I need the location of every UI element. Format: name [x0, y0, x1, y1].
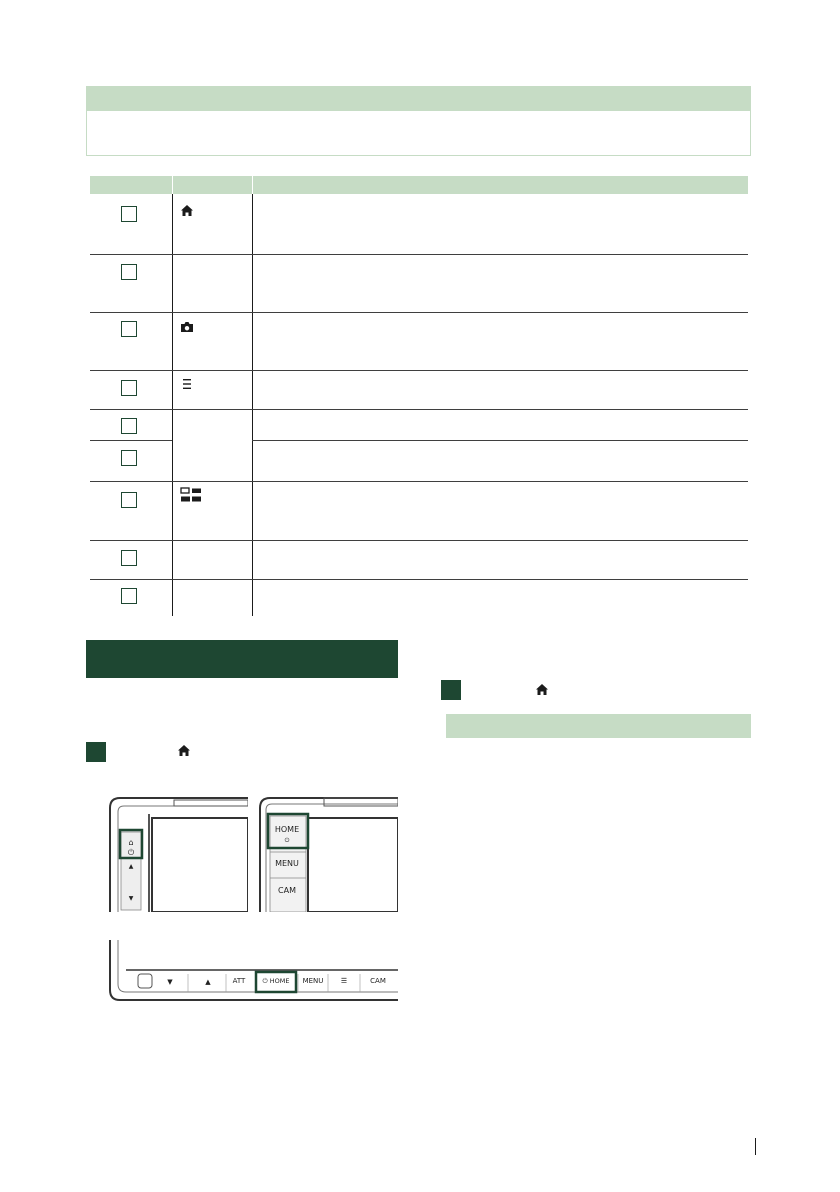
device-illustration-b — [258, 794, 398, 912]
row-number-box — [121, 380, 137, 396]
row-number-box — [121, 588, 137, 604]
column-divider — [172, 194, 173, 616]
row-number-box — [121, 492, 137, 508]
home-icon — [180, 204, 194, 218]
device-c-menu-label: MENU — [302, 977, 324, 985]
device-b-cam-label: CAM — [278, 886, 296, 895]
device-illustration-a — [108, 794, 248, 912]
device-b-home-label: HOME — [274, 825, 300, 834]
step-number-marker — [441, 680, 461, 700]
device-power-label: ⏻ — [127, 848, 135, 857]
section-heading-bar — [86, 640, 398, 678]
row-divider — [90, 409, 748, 410]
row-divider — [90, 481, 748, 482]
step-number-marker — [86, 742, 106, 762]
svg-text:☰: ☰ — [340, 977, 348, 985]
home-icon — [177, 744, 191, 758]
device-b-menu-label: MENU — [275, 859, 299, 868]
note-body — [86, 111, 751, 156]
row-number-box — [121, 418, 137, 434]
row-number-box — [121, 550, 137, 566]
svg-text:▲: ▲ — [205, 978, 211, 986]
device-c-cam-label: CAM — [370, 977, 386, 985]
svg-text:▼: ▼ — [128, 895, 134, 902]
row-divider — [252, 440, 748, 441]
row-divider — [90, 540, 748, 541]
device-illustration-c — [108, 940, 398, 1004]
note-header — [86, 86, 751, 111]
svg-text:▼: ▼ — [167, 978, 173, 986]
row-number-box — [121, 264, 137, 280]
row-number-box — [121, 321, 137, 337]
table-header — [90, 176, 748, 194]
row-number-box — [121, 450, 137, 466]
row-number-box — [121, 206, 137, 222]
svg-text:⏻: ⏻ — [284, 837, 290, 844]
note-header-right — [446, 714, 751, 738]
row-divider — [90, 312, 748, 313]
camera-icon — [180, 320, 194, 334]
row-divider — [90, 579, 748, 580]
row-divider — [90, 370, 748, 371]
row-divider — [90, 254, 748, 255]
page-number-divider — [755, 1138, 756, 1155]
row-divider — [90, 440, 172, 441]
device-c-att-label: ATT — [232, 977, 246, 985]
svg-text:▲: ▲ — [128, 863, 134, 870]
menu-icon — [180, 377, 194, 391]
home-icon — [535, 683, 549, 697]
device-c-home-label: ⏻ HOME — [262, 977, 290, 985]
device-home-label: ⌂ — [128, 838, 134, 847]
split-screen-icon — [180, 487, 202, 503]
column-divider — [252, 194, 253, 616]
